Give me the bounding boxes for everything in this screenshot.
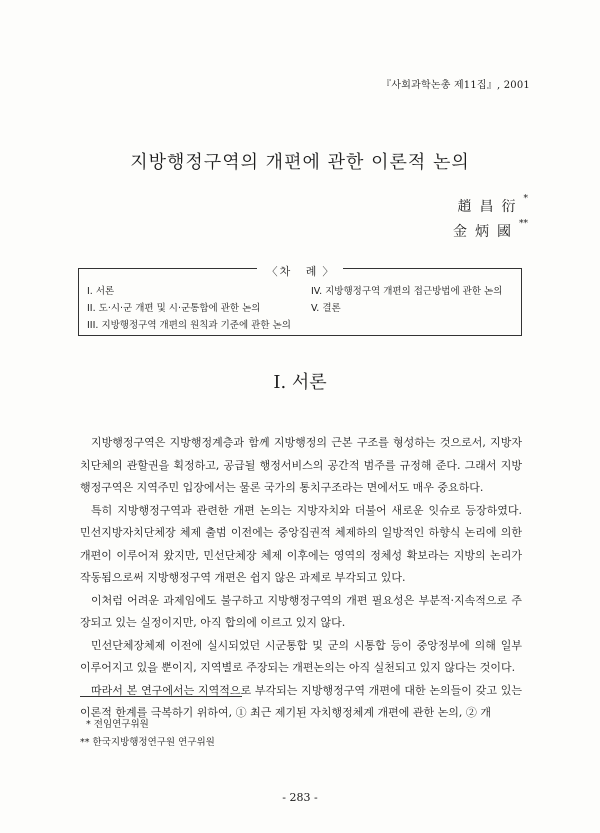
table-of-contents	[78, 265, 522, 336]
author-2	[453, 221, 528, 241]
paragraph: 이처럼 어려운 과제임에도 불구하고 지방행정구역의 개편 필요성은 부분적·지속적으로 주장되고 있는 실정이지만, 아직 합의에 이르고 있지 않다.	[80, 593, 522, 629]
author-name: 金炳國	[453, 224, 519, 240]
toc-item: III. 지방행정구역 개편의 원칙과 기준에 관한 논의	[87, 320, 291, 331]
journal-citation: 『사회과학논총 제11집』, 2001	[381, 80, 530, 91]
footnote: ** 한국지방행정연구원 연구위원	[80, 737, 215, 748]
author-footnote-mark: *	[523, 194, 528, 204]
toc-item: IV. 지방행정구역 개편의 접근방법에 관한 논의	[311, 286, 503, 297]
page-number: - 283 -	[282, 791, 318, 804]
paragraph: 특히 지방행정구역과 관련한 개편 논의는 지방자치와 더불어 새로운 잇슈로 등장하였다. 민선지방자치단체장 체제 출범 이전에는 중앙집권적 체제하의 일방적인 하향식 논리에 의한 개편이 이루어져 왔지만, 민선단체장 체제 이후에는 영역의 정체성 확보라는 지방의 논리가 작동됨으로써 지방행정구역 개편은 쉽지 않은 과제로 부각되고 있다.	[80, 503, 522, 584]
author-1	[458, 196, 529, 216]
paragraph: 지방행정구역은 지방행정계층과 함께 지방행정의 근본 구조를 형성하는 것으로서, 지방자치단체의 관할권을 획정하고, 공급될 행정서비스의 공간적 범주를 규정해 준다. 그래서 지방행정구역은 지역주민 입장에서는 물론 국가의 통치구조라는 면에서도 매우 중요하다.	[80, 436, 522, 494]
paper-title: 지방행정구역의 개편에 관한 이론적 논의	[130, 152, 470, 173]
body-text	[80, 432, 522, 725]
paragraph: 민선단체장체제 이전에 실시되었던 시군통합 및 군의 시통합 등이 중앙정부에 의해 일부 이루어지고 있을 뿐이지, 지역별로 주장되는 개편논의는 아직 실천되고 있지 않다는 것이다.	[80, 638, 522, 674]
toc-item: I. 서론	[87, 286, 115, 297]
paragraph: 따라서 본 연구에서는 지역적으로 부각되는 지방행정구역 개편에 대한 논의들이 갖고 있는 이론적 한계를 극복하기 위하여, ① 최근 제기된 자치행정체계 개편에 관한 논의, ② 개	[80, 683, 522, 719]
footnote: * 전임연구위원	[86, 719, 149, 730]
section-heading: I. 서론	[273, 372, 327, 393]
footnote-divider	[80, 696, 242, 697]
toc-heading: 〈 차 례 〉	[257, 263, 344, 279]
toc-item: V. 결론	[311, 303, 341, 314]
toc-item: II. 도·시·군 개편 및 시·군통합에 관한 논의	[87, 303, 261, 314]
author-name: 趙昌衍	[457, 199, 524, 215]
author-footnote-mark: **	[519, 219, 528, 229]
